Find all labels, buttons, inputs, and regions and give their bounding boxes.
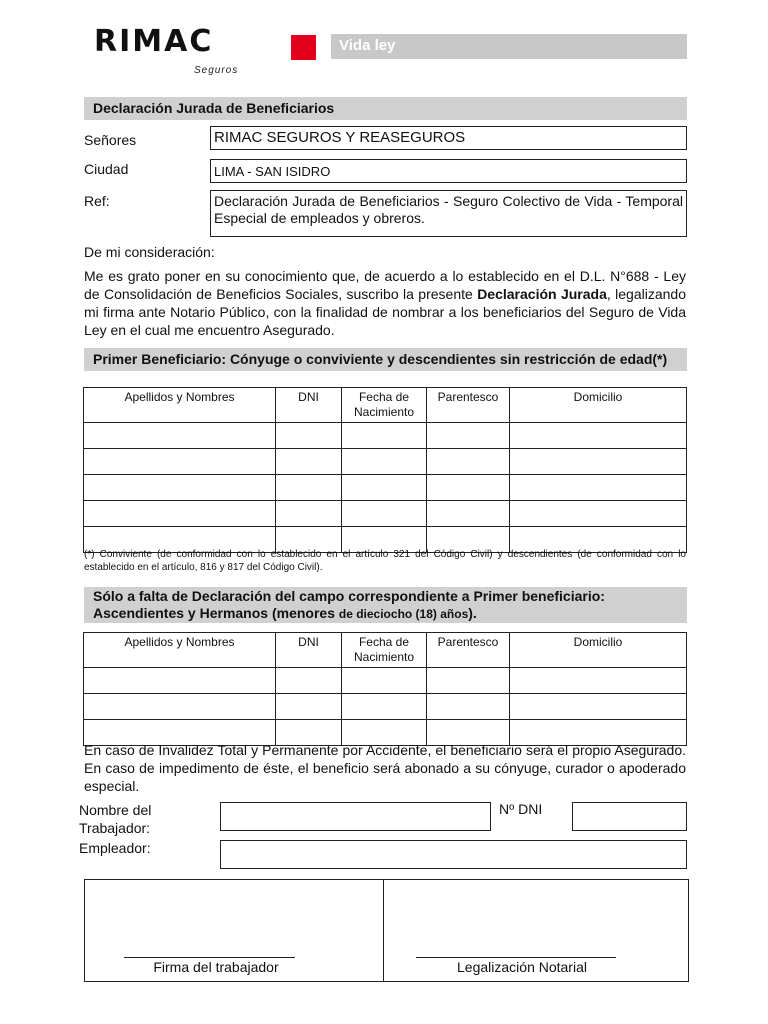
red-square-icon [291, 35, 316, 60]
primer-beneficiario-table [83, 387, 687, 553]
table-cell[interactable] [510, 694, 687, 720]
section-title-ascendientes [84, 587, 687, 623]
table-cell[interactable] [84, 475, 276, 501]
section3-line2c: ). [468, 605, 477, 621]
table-cell[interactable] [427, 423, 510, 449]
empleador-label: Empleador: [79, 840, 151, 856]
table-cell[interactable] [342, 449, 427, 475]
firma-trabajador-caption: Firma del trabajador [153, 959, 279, 975]
table-row[interactable] [84, 668, 687, 694]
table-row[interactable] [84, 694, 687, 720]
empleador-field[interactable] [220, 840, 687, 869]
col-dni: DNI [276, 388, 342, 423]
table-row[interactable] [84, 423, 687, 449]
table-cell[interactable] [84, 668, 276, 694]
nombre-trabajador-label [79, 801, 151, 837]
legalizacion-caption: Legalización Notarial [457, 959, 587, 975]
table-cell[interactable] [84, 501, 276, 527]
legalizacion-line [416, 957, 616, 958]
table-row[interactable] [84, 475, 687, 501]
ciudad-field[interactable]: LIMA - SAN ISIDRO [210, 159, 687, 183]
nombre-label-line1: Nombre del [79, 802, 152, 818]
table-cell[interactable] [427, 475, 510, 501]
col-domicilio: Domicilio [510, 633, 687, 668]
ref-label: Ref: [84, 193, 110, 209]
dni-field[interactable] [572, 802, 687, 831]
table-row[interactable] [84, 501, 687, 527]
table-cell[interactable] [276, 449, 342, 475]
table-cell[interactable] [84, 423, 276, 449]
col-apellidos: Apellidos y Nombres [84, 633, 276, 668]
table-cell[interactable] [510, 501, 687, 527]
table-cell[interactable] [84, 449, 276, 475]
section-title-ascendientes-line2 [93, 605, 687, 623]
table-cell[interactable] [427, 694, 510, 720]
col-fecha: Fecha de Nacimiento [342, 633, 427, 668]
greeting: De mi consideración: [84, 244, 215, 260]
section-title-ascendientes-line1: Sólo a falta de Declaración del campo correspondiente a Primer beneficiario: [93, 588, 605, 604]
letter-body [84, 267, 686, 339]
table-cell[interactable] [276, 668, 342, 694]
firma-trabajador-line [124, 957, 295, 958]
letter-body-part2: , legalizando mi firma ante Notario Público, con la finalidad de nombrar a los beneficiarios del Seguro de Vida Ley en el cual me encuentro Asegurado. [84, 286, 686, 338]
table-header-row [84, 388, 687, 423]
dni-label: Nº DNI [499, 801, 543, 817]
table-cell[interactable] [84, 694, 276, 720]
senores-field[interactable]: RIMAC SEGUROS Y REASEGUROS [210, 126, 687, 150]
table-cell[interactable] [510, 423, 687, 449]
col-domicilio: Domicilio [510, 388, 687, 423]
table-header-row [84, 633, 687, 668]
senores-label: Señores [84, 132, 137, 148]
invalidez-paragraph: En caso de Invalidez Total y Permanente por Accidente, el beneficiario será el propio Asegurado. En caso de impedimento de éste, el beneficio será abonado a su cónyuge, curador o apoderado especial. [84, 742, 686, 794]
col-dni: DNI [276, 633, 342, 668]
table-cell[interactable] [342, 423, 427, 449]
table-cell[interactable] [427, 668, 510, 694]
letter-body-bold: Declaración Jurada [477, 286, 607, 302]
col-parentesco: Parentesco [427, 388, 510, 423]
table-cell[interactable] [510, 668, 687, 694]
table-cell[interactable] [342, 694, 427, 720]
col-apellidos: Apellidos y Nombres [84, 388, 276, 423]
table-cell[interactable] [342, 668, 427, 694]
table-cell[interactable] [276, 423, 342, 449]
letter-body-part1: Me es grato poner en su conocimiento que, de acuerdo a lo establecido en el D.L. N°688 - Ley de Consolidación de Beneficios Sociales, suscribo la presente [84, 268, 686, 302]
table-cell[interactable] [427, 501, 510, 527]
table-cell[interactable] [510, 475, 687, 501]
section3-line2b: de dieciocho (18) años [338, 607, 469, 621]
table-cell[interactable] [276, 501, 342, 527]
table-cell[interactable] [427, 449, 510, 475]
section-title-declaracion: Declaración Jurada de Beneficiarios [84, 97, 687, 120]
table-cell[interactable] [342, 501, 427, 527]
conviviente-note: (*) Conviviente (de conformidad con lo establecido en el artículo 321 del Código Civil) y descendientes (de conformidad con lo establecido en el artículo, 816 y 817 del Código Civil). [84, 549, 686, 573]
nombre-trabajador-field[interactable] [220, 802, 491, 831]
product-title: Vida ley [331, 34, 687, 59]
table-cell[interactable] [342, 475, 427, 501]
section3-line2a: Ascendientes y Hermanos (menores [93, 605, 339, 621]
table-cell[interactable] [510, 449, 687, 475]
table-cell[interactable] [276, 475, 342, 501]
rimac-logo: RIMAC [94, 24, 214, 59]
ciudad-label: Ciudad [84, 161, 129, 177]
rimac-logo-subtitle: Seguros [194, 65, 239, 76]
col-fecha: Fecha de Nacimiento [342, 388, 427, 423]
section-title-primer-beneficiario: Primer Beneficiario: Cónyuge o conviviente y descendientes sin restricción de edad(*) [84, 348, 687, 371]
nombre-label-line2: Trabajador: [79, 820, 151, 836]
table-row[interactable] [84, 449, 687, 475]
ascendientes-table [83, 632, 687, 746]
ref-field[interactable]: Declaración Jurada de Beneficiarios - Seguro Colectivo de Vida - Temporal Especial de empleados y obreros. [210, 190, 687, 237]
col-parentesco: Parentesco [427, 633, 510, 668]
table-cell[interactable] [276, 694, 342, 720]
